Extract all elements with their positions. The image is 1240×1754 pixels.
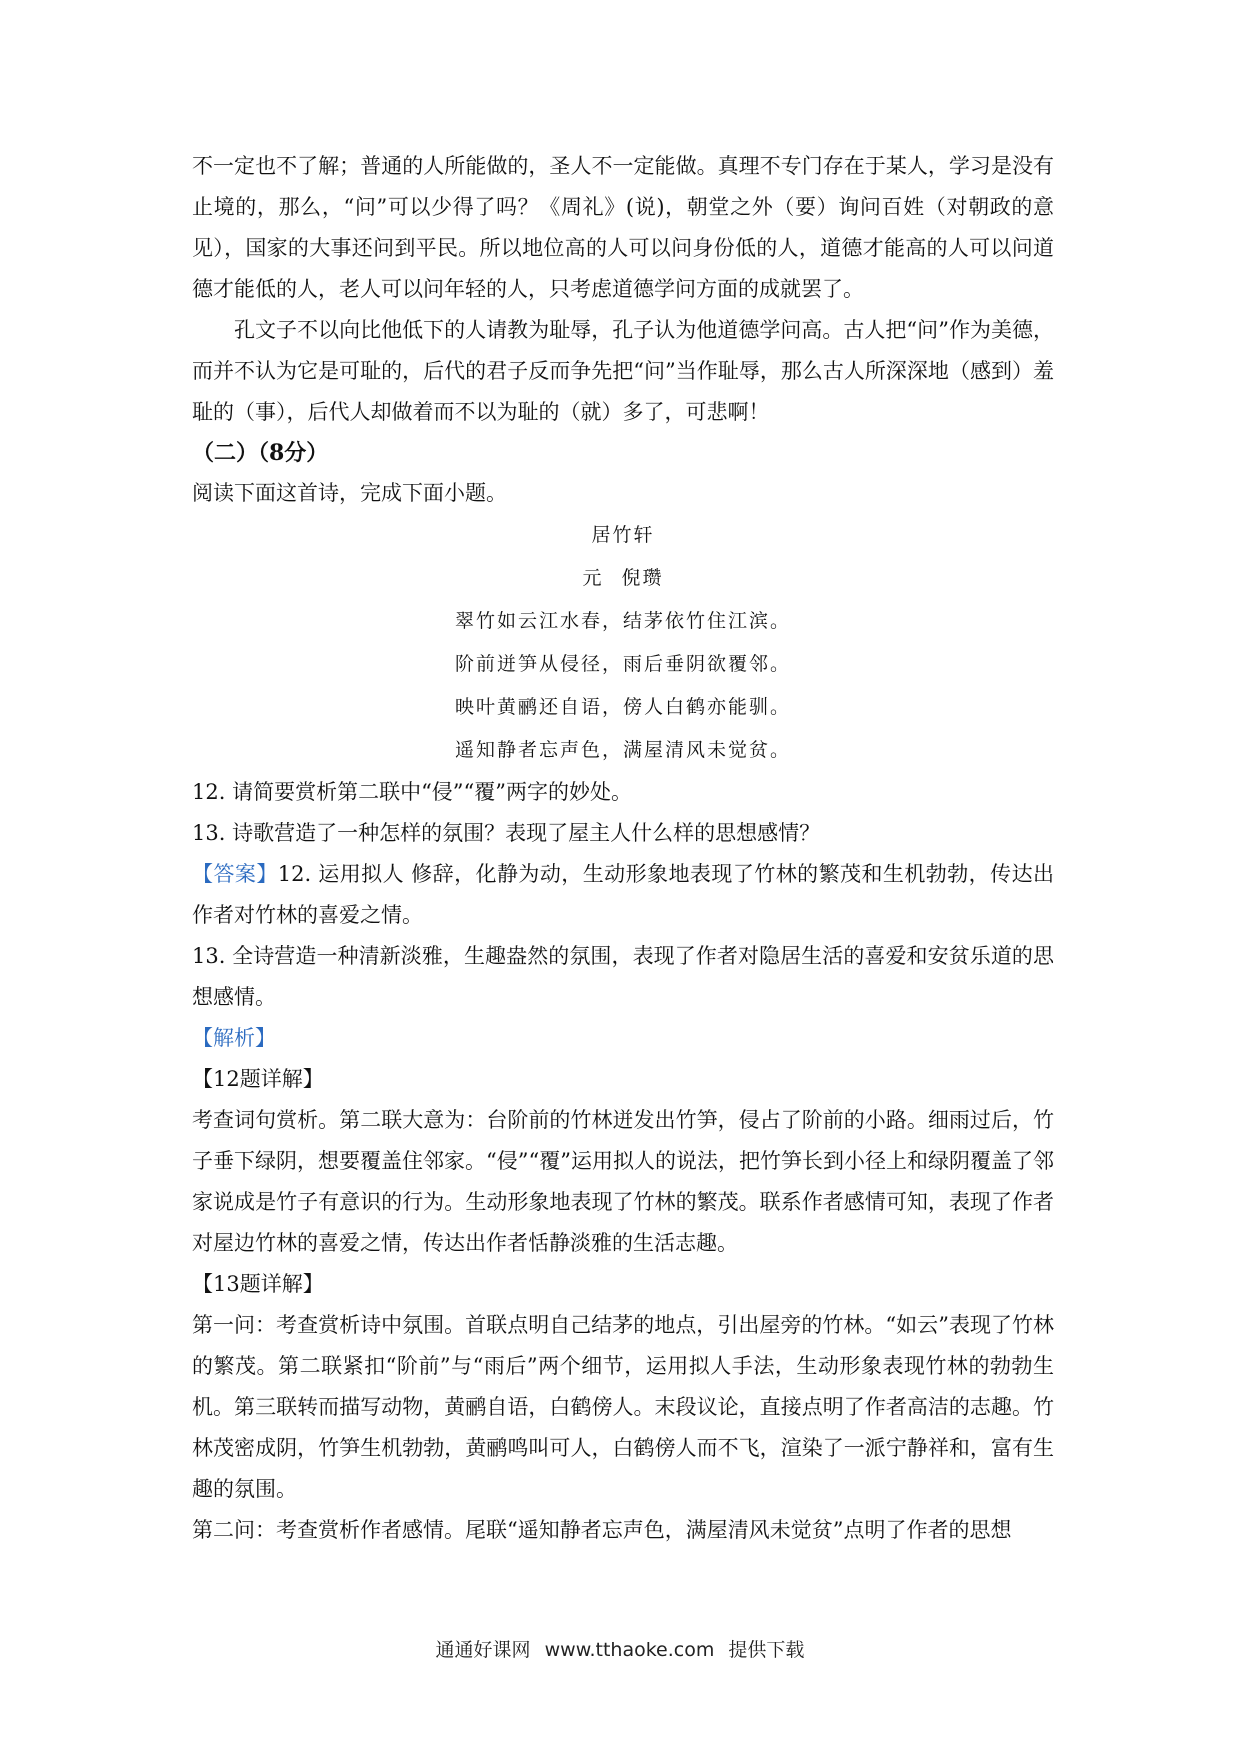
poem-line: 遥知静者忘声色，满屋清风未觉贫。 (454, 739, 791, 761)
poem-line: 翠竹如云江水春，结茅依竹住江滨。 (454, 610, 791, 632)
section-instruction: 阅读下面这首诗，完成下面小题。 (192, 481, 507, 505)
poem-title: 居竹轩 (591, 524, 655, 546)
q13-detail-part2: 第二问：考查赏析作者感情。尾联“遥知静者忘声色，满屋清风未觉贫”点明了作者的思想 (192, 1518, 1012, 1542)
question-12: 12. 请简要赏析第二联中“侵”“覆”两字的妙处。 (192, 780, 633, 804)
poem-line: 映叶黄鹂还自语，傍人白鹤亦能驯。 (454, 696, 791, 718)
q13-detail-part1: 第一问：考查赏析诗中氛围。首联点明自己结茅的地点，引出屋旁的竹林。“如云”表现了竹林的繁茂。第二联紧扣“阶前”与“雨后”两个细节，运用拟人手法，生动形象表现竹林的勃勃生机。第三联转而描写动物，黄鹂自语，白鹤傍人。末段议论，直接点明了作者高洁的志趣。竹林茂密成阴，竹笋生机勃勃，黄鹂鸣叫可人，白鹤傍人而不飞，渲染了一派宁静祥和，富有生趣的氛围。 (192, 1313, 1054, 1501)
translation-paragraph-2: 孔文子不以向比他低下的人请教为耻辱，孔子认为他道德学问高。古人把“问”作为美德，而并不认为它是可耻的，后代的君子反而争先把“问”当作耻辱，那么古人所深深地（感到）羞耻的（事），后代人却做着而不以为耻的（就）多了，可悲啊！ (192, 318, 1054, 424)
footer-site-name: 通通好课网 (435, 1639, 531, 1661)
poem-line: 阶前迸笋从侵径，雨后垂阴欲覆邻。 (454, 653, 791, 675)
analysis-tag: 【解析】 (192, 1026, 276, 1050)
translation-paragraph-1: 不一定也不了解；普通的人所能做的，圣人不一定能做。真理不专门存在于某人，学习是没有止境的，那么，“问”可以少得了吗？《周礼》(说)，朝堂之外（要）询问百姓（对朝政的意见），国家的大事还问到平民。所以地位高的人可以问身份低的人，道德才能高的人可以问道德才能低的人，老人可以问年轻的人，只考虑道德学问方面的成就罢了。 (192, 154, 1054, 301)
poem-author: 元 倪瓒 (582, 567, 664, 589)
page-footer (0, 1635, 1240, 1662)
answer-13: 13. 全诗营造一种清新淡雅，生趣盎然的氛围，表现了作者对隐居生活的喜爱和安贫乐道的思想感情。 (192, 944, 1054, 1009)
answer-12 (192, 854, 1054, 936)
footer-url[interactable]: www.tthaoke.com (544, 1639, 715, 1661)
q12-detail-heading: 【12题详解】 (192, 1067, 324, 1091)
section-heading: （二）（8分） (192, 440, 329, 466)
poem-block (192, 514, 1054, 772)
document-body (192, 146, 1054, 1551)
q12-detail-body: 考查词句赏析。第二联大意为：台阶前的竹林迸发出竹笋，侵占了阶前的小路。细雨过后，竹子垂下绿阴，想要覆盖住邻家。“侵”“覆”运用拟人的说法，把竹笋长到小径上和绿阴覆盖了邻家说成是竹子有意识的行为。生动形象地表现了竹林的繁茂。联系作者感情可知，表现了作者对屋边竹林的喜爱之情，传达出作者恬静淡雅的生活志趣。 (192, 1108, 1054, 1255)
footer-note: 提供下载 (728, 1639, 805, 1661)
answer-12-text: 12. 运用拟人 修辞，化静为动，生动形象地表现了竹林的繁茂和生机勃勃，传达出作者对竹林的喜爱之情。 (192, 862, 1055, 927)
question-13: 13. 诗歌营造了一种怎样的氛围？表现了屋主人什么样的思想感情？ (192, 821, 821, 845)
q13-detail-heading: 【13题详解】 (192, 1272, 324, 1296)
answer-tag: 【答案】 (192, 862, 278, 886)
